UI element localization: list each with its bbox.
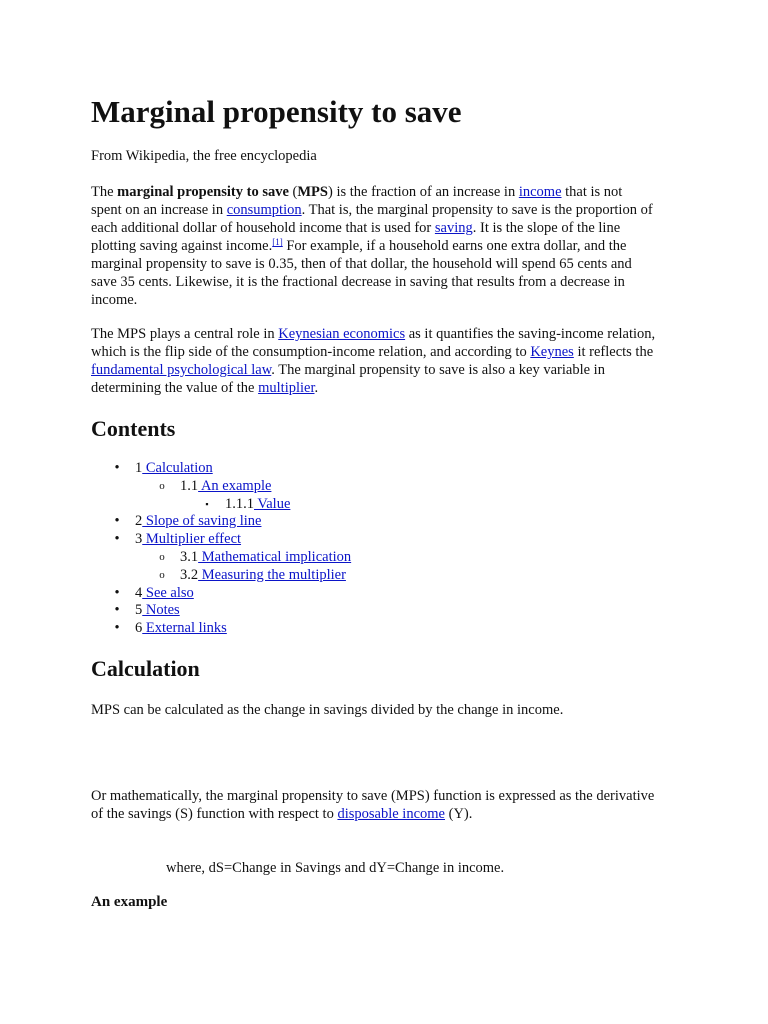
- reference-link-1[interactable]: [1]: [272, 237, 283, 247]
- toc-link-calculation[interactable]: Calculation: [142, 460, 213, 476]
- toc-link-see-also[interactable]: See also: [142, 584, 194, 601]
- bullet-icon: •: [114, 584, 120, 601]
- link-fundamental-psychological-law[interactable]: fundamental psychological law: [91, 362, 272, 378]
- keynes-paragraph: The MPS plays a central role in Keynesian economics as it quantifies the saving-income relation, which is the flip side of the consumption-income relation, and according to Keynes it reflects the fundamental psychological law. The marginal propensity to save is also a key variable in determining the value of the multiplier.: [91, 326, 656, 396]
- bullet-icon: •: [114, 460, 120, 476]
- link-keynesian-economics[interactable]: Keynesian economics: [278, 326, 406, 342]
- calculation-paragraph-1: MPS can be calculated as the change in savings divided by the change in income.: [91, 702, 564, 718]
- table-of-contents: [91, 460, 691, 638]
- toc-item-multiplier-effect: • 3 Multiplier effect: [91, 531, 691, 549]
- link-income[interactable]: income: [518, 184, 562, 200]
- toc-link-measuring-the-multiplier[interactable]: Measuring the multiplier: [198, 566, 346, 583]
- circle-bullet-icon: o: [159, 550, 165, 563]
- toc-item-measuring-the-multiplier: o 3.2 Measuring the multiplier: [91, 567, 691, 585]
- bold-term: marginal propensity to save: [117, 184, 289, 200]
- toc-link-notes[interactable]: Notes: [142, 602, 180, 619]
- toc-item-mathematical-implication: o 3.1 Mathematical implication: [91, 549, 691, 567]
- toc-item-calculation: • 1 Calculation: [91, 460, 691, 478]
- toc-item-notes: • 5 Notes: [91, 602, 691, 620]
- toc-item-slope-of-saving-line: • 2 Slope of saving line: [91, 513, 691, 531]
- toc-link-multiplier-effect[interactable]: Multiplier effect: [142, 531, 242, 548]
- square-bullet-icon: ▪: [205, 498, 209, 509]
- link-disposable-income[interactable]: disposable income: [337, 806, 445, 822]
- circle-bullet-icon: o: [159, 479, 165, 492]
- link-keynes[interactable]: Keynes: [530, 344, 574, 360]
- bullet-icon: •: [114, 513, 120, 530]
- where-definition: where, dS=Change in Savings and dY=Change in income.: [166, 860, 505, 876]
- toc-link-an-example[interactable]: An example: [198, 477, 272, 494]
- bold-abbr: MPS: [297, 184, 328, 200]
- bullet-icon: •: [114, 620, 120, 637]
- link-consumption[interactable]: consumption: [226, 202, 302, 218]
- toc-item-value: ▪ 1.1.1 Value: [91, 496, 691, 514]
- circle-bullet-icon: o: [159, 568, 165, 581]
- bullet-icon: •: [114, 602, 120, 619]
- page-title: Marginal propensity to save: [91, 94, 462, 129]
- bullet-icon: •: [114, 531, 120, 548]
- toc-link-mathematical-implication[interactable]: Mathematical implication: [198, 548, 352, 565]
- toc-item-external-links: • 6 External links: [91, 620, 691, 638]
- link-saving[interactable]: saving: [434, 220, 473, 236]
- toc-item-see-also: • 4 See also: [91, 585, 691, 603]
- toc-link-external-links[interactable]: External links: [142, 620, 227, 637]
- an-example-heading: An example: [91, 894, 168, 910]
- page-subtitle: From Wikipedia, the free encyclopedia: [91, 148, 317, 164]
- toc-link-slope-of-saving-line[interactable]: Slope of saving line: [142, 513, 262, 530]
- contents-heading: Contents: [91, 416, 176, 441]
- toc-link-value[interactable]: Value: [254, 495, 291, 512]
- intro-paragraph: The marginal propensity to save (MPS) is the fraction of an increase in income that is not spent on an increase in consumption. That is, the marginal propensity to save is the proportion of each additional dollar of household income that is used for saving. It is the slope of the line plotting saving against income.[1] For example, if a household earns one extra dollar, and the marginal propensity to save is 0.35, then of that dollar, the household will spend 65 cents and save 35 cents. Likewise, it is the fractional decrease in saving that results from a decrease in income.: [91, 184, 653, 308]
- link-multiplier[interactable]: multiplier: [258, 380, 315, 396]
- toc-item-an-example: o 1.1 An example: [91, 478, 691, 496]
- calculation-heading: Calculation: [91, 656, 200, 681]
- calculation-paragraph-2: Or mathematically, the marginal propensity to save (MPS) function is expressed as the derivative of the savings (S) function with respect to disposable income (Y).: [91, 788, 655, 822]
